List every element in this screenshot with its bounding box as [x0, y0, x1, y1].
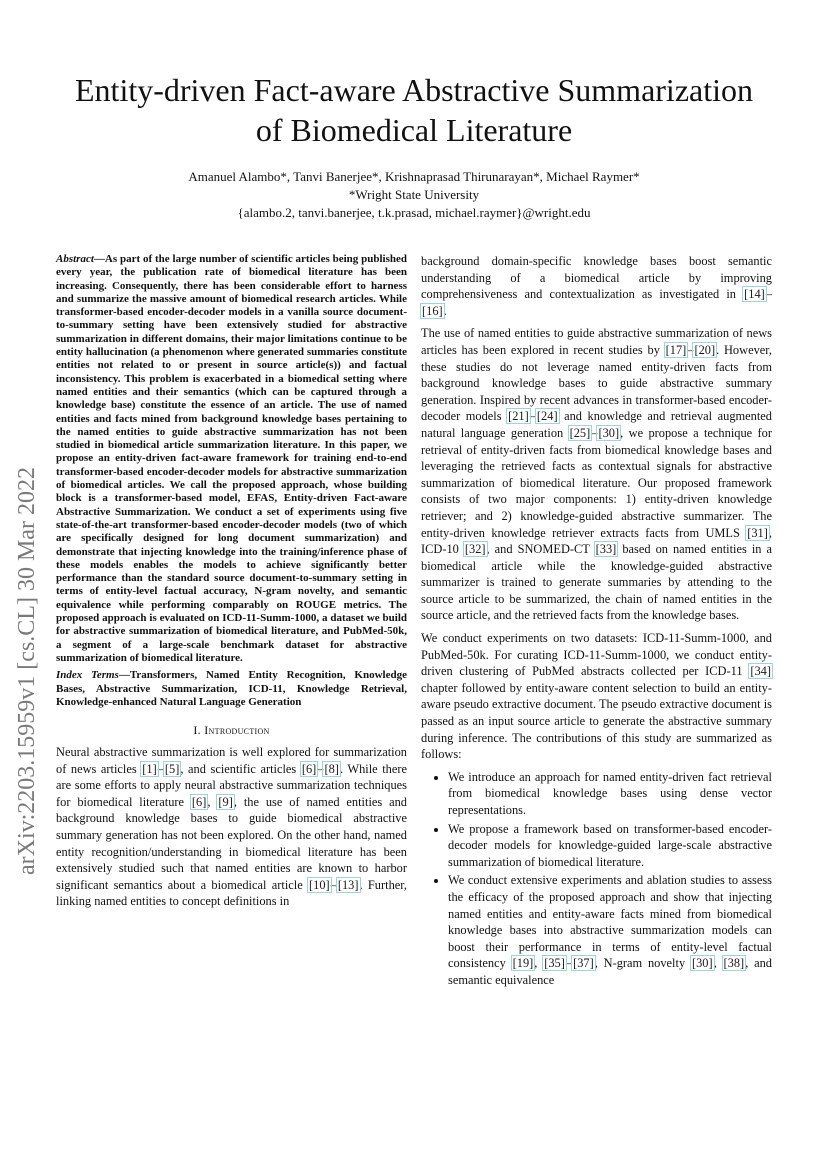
intro-paragraph-3: We conduct experiments on two datasets: ICD-11-Summ-1000, and PubMed-50k. For curating ICD-11-Summ-1000, we conduct entity-driven clustering of PubMed abstracts collected per ICD-11 [34] chapter followed by entity-aware content selection to build an entity-aware pseudo extractive document. The pseudo extractive document is passed as an input source article to generate the abstractive summary during inference. The contributions of this study are summarized as follows: — [421, 631, 772, 762]
list-item: • We conduct extensive experiments and ablation studies to assess the efficacy of the proposed approach and show that injecting named entities and entity-aware facts mined from biomedical knowledge bases into abstractive summarization models can boost their performance in terms of entity-level factual consistency [19], [35]–[37], N-gram novelty [30], [38], and semantic equivalence — [448, 872, 772, 988]
email-list: {alambo.2, tanvi.banerjee, t.k.prasad, michael.raymer}@wright.edu — [237, 205, 591, 220]
intro-paragraph-1: Neural abstractive summarization is well explored for summarization of news articles [1]–[5], and scientific articles [6]–[8]. While there are some efforts to apply neural abstractive summarization techniques for biomedical literature [6], [9], the use of named entities and background knowledge bases to guide biomedical abstractive summary generation has not been explored. On the other hand, named entity recognition/understanding in biomedical literature has been extensively studied such that named entities are known to harbor significant semantics about a biomedical article [10]–[13]. Further, linking named entities to concept definitions in — [56, 745, 407, 909]
paper-title — [40, 70, 788, 150]
list-item: • We introduce an approach for named entity-driven fact retrieval from biomedical knowledge bases using dense vector representations. — [448, 769, 772, 819]
citation-link[interactable]: [16] — [422, 303, 443, 318]
citation-link[interactable]: [21] — [508, 409, 529, 424]
contributions-list — [421, 769, 772, 989]
citation-link[interactable]: [30] — [598, 425, 620, 440]
intro-paragraph-2: The use of named entities to guide abstractive summarization of news articles has been explored in recent studies by [17]–[20]. However, these studies do not leverage named entity-driven facts from background knowledge bases to guide abstractive summary generation. Inspired by recent advances in transformer-based encoder-decoder models [21]–[24] and knowledge and retrieval augmented natural language generation [25]–[30], we propose a technique for retrieval of entity-driven facts from biomedical knowledge bases and leveraging the retrieved facts as contextual signals for abstractive summarization of biomedical literature. Our proposed framework consists of two major components: 1) entity-driven knowledge retriever; and 2) knowledge-guided abstractive summarizer. The entity-driven knowledge retriever extracts facts from UMLS [31], ICD-10 [32], and SNOMED-CT [33] based on named entities in a biomedical article while the knowledge-guided abstractive summarizer is trained to generate summaries by attending to the source article to be summarized, the chain of named entities in the source article, and the retrieved facts from the knowledge bases. — [421, 326, 772, 623]
citation-link[interactable]: [31] — [747, 525, 768, 540]
citation-link[interactable]: [6] — [301, 761, 317, 776]
citation-link[interactable]: [30] — [691, 956, 713, 971]
citation-link[interactable]: [8] — [324, 761, 339, 776]
author-block — [40, 168, 788, 222]
citation-link[interactable]: [25] — [569, 425, 591, 440]
arxiv-watermark: arXiv:2203.15959v1 [cs.CL] 30 Mar 2022 — [14, 467, 40, 875]
abstract — [56, 253, 407, 665]
title-line-1: Entity-driven Fact-aware Abstractive Summarization — [75, 72, 753, 108]
index-terms-text: —Transformers, Named Entity Recognition, Knowledge Bases, Abstractive Summarization, ICD-11, Knowledge Retrieval, Knowledge-enhanced Natural Language Generation — [56, 669, 407, 708]
author-list: Amanuel Alambo*, Tanvi Banerjee*, Krishnaprasad Thirunarayan*, Michael Raymer* — [188, 169, 640, 184]
citation-link[interactable]: [32] — [464, 542, 486, 557]
citation-link[interactable]: [9] — [218, 794, 233, 809]
section-heading-introduction: I. Introduction — [193, 723, 270, 738]
citation-link[interactable]: [33] — [595, 542, 617, 557]
list-item: • We propose a framework based on transformer-based encoder-decoder models for knowledge-guided large-scale abstractive summarization of biomedical literature. — [448, 821, 772, 871]
citation-link[interactable]: [34] — [750, 664, 771, 679]
citation-link[interactable]: [37] — [573, 956, 594, 971]
citation-link[interactable]: [38] — [723, 956, 745, 971]
affiliation: *Wright State University — [348, 187, 480, 202]
citation-link[interactable]: [14] — [744, 287, 765, 302]
left-column — [56, 253, 407, 916]
citation-link[interactable]: [6] — [191, 794, 207, 809]
citation-link[interactable]: [19] — [512, 956, 534, 971]
title-line-2: of Biomedical Literature — [255, 112, 573, 148]
index-terms — [56, 669, 407, 709]
abstract-text: —As part of the large number of scientific articles being published every year, the publication rate of biomedical literature has been increasing. Consequently, there has been considerable effort to harness and summarize the massive amount of biomedical research articles. While transformer-based encoder-decoder models in a vanilla source document-to-summary setting have been extensively studied for abstractive summarization in different domains, their major limitations continue to be entity hallucination (a phenomenon where generated summaries constitute entities not related to or present in source article(s)) and factual inconsistency. This problem is exacerbated in a biomedical setting where named entities and their semantics (which can be captured through a knowledge base) constitute the essence of an article. The use of named entities and facts mined from background knowledge bases pertaining to the named entities to guide abstractive summarization has not been studied in biomedical article summarization literature. In this paper, we propose an entity-driven fact-aware framework for training end-to-end transformer-based encoder-decoder models for abstractive summarization of biomedical articles. We call the proposed approach, whose building block is a transformer-based model, EFAS, Entity-driven Fact-aware Abstractive Summarization. We conduct a set of experiments using five state-of-the-art transformer-based encoder-decoder models (two of which are specifically designed for long document summarization) and demonstrate that injecting knowledge into the training/inference phase of these models enables the models to achieve significantly better performance than the standard source document-to-summary setting in terms of entity-level factual accuracy, N-gram novelty, and semantic equivalence while performing comparably on ROUGE metrics. The proposed approach is evaluated on ICD-11-Summ-1000, a dataset we build for abstractive summarization of biomedical literature, and PubMed-50k, a segment of a large-scale benchmark dataset for abstractive summarization of biomedical literature. — [56, 253, 407, 664]
right-column — [421, 253, 772, 991]
citation-link[interactable]: [35] — [544, 956, 565, 971]
citation-link[interactable]: [5] — [164, 761, 180, 776]
citation-link[interactable]: [13] — [337, 877, 359, 892]
citation-link[interactable]: [24] — [536, 409, 558, 424]
citation-link[interactable]: [1] — [142, 761, 157, 776]
citation-link[interactable]: [10] — [309, 877, 330, 892]
index-terms-label: Index Terms — [56, 669, 119, 682]
citation-link[interactable]: [17] — [665, 342, 687, 357]
intro-paragraph-1-cont: background domain-specific knowledge bases boost semantic understanding of a biomedical article by improving comprehensiveness and contextualization as investigated in [14]–[16]. — [421, 254, 772, 318]
citation-link[interactable]: [20] — [694, 342, 716, 357]
abstract-label: Abstract — [56, 253, 94, 265]
